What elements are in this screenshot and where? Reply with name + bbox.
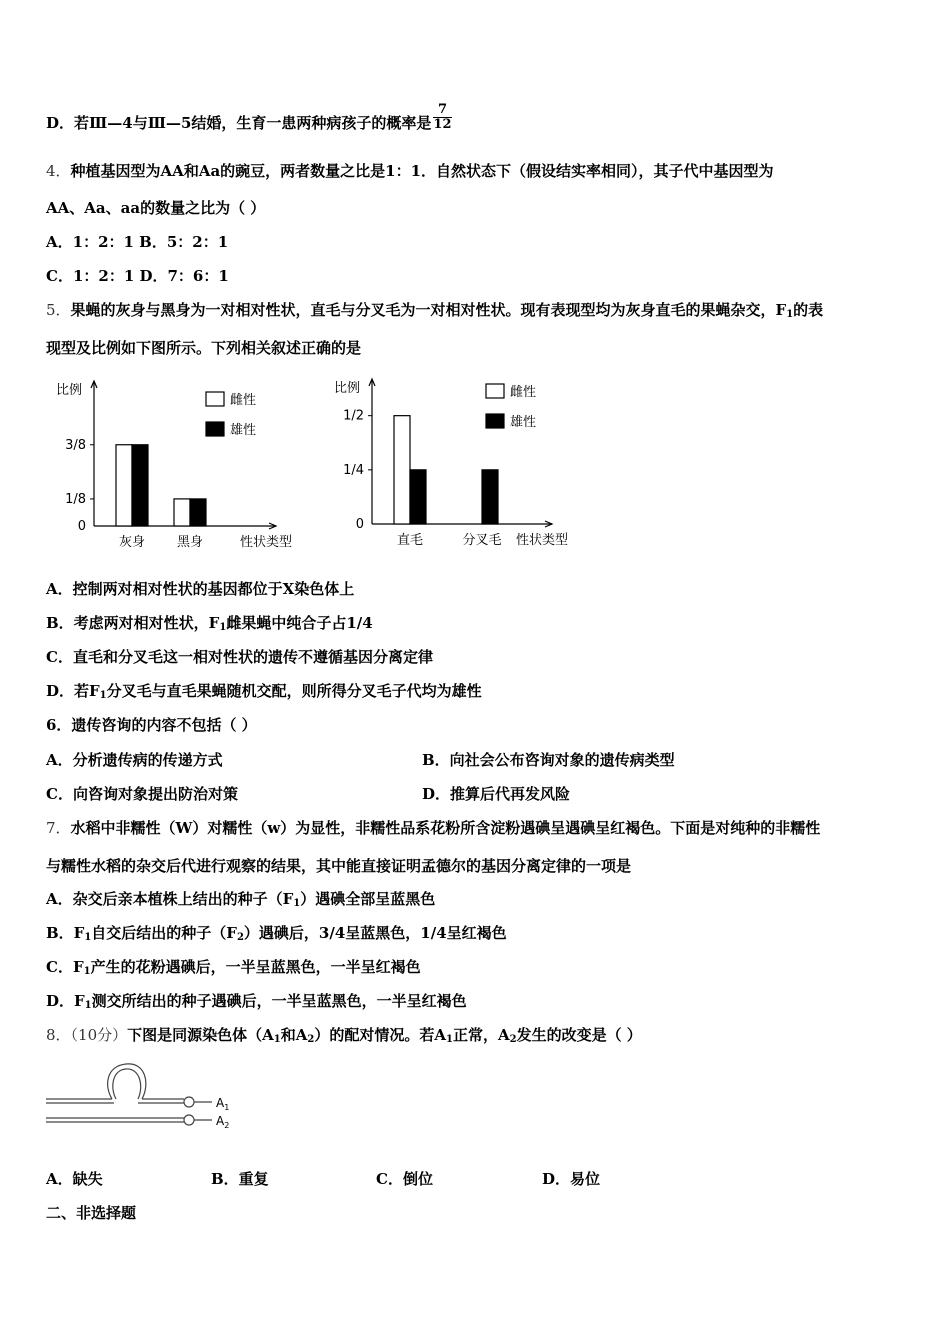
q7-option-d-a: D．F xyxy=(46,992,85,1010)
q8-option-c: C．倒位 xyxy=(376,1170,433,1188)
q6-option-d: D．推算后代再发风险 xyxy=(422,785,571,803)
q7-option-c-sub: 1 xyxy=(83,966,91,977)
q7-option-a xyxy=(46,889,435,914)
q8-option-a: A．缺失 xyxy=(46,1170,103,1188)
q5-stem-line2: 现型及比例如下图所示。下列相关叙述正确的是 xyxy=(46,339,362,357)
q4-options-cd: C．1：2：1 D．7：6：1 xyxy=(46,267,229,285)
q5-option-c: C．直毛和分叉毛这一相对性状的遗传不遵循基因分离定律 xyxy=(46,648,433,666)
q7-option-d-b: 测交所结出的种子遇碘后，一半呈蓝黑色，一半呈红褐色 xyxy=(91,992,467,1010)
q8-stem-a: 下图是同源染色体（A xyxy=(127,1026,274,1044)
q7-option-b-b: 自交后结出的种子（F xyxy=(91,924,237,942)
q8-stem xyxy=(46,1025,642,1050)
q5-sub: 1 xyxy=(786,309,794,320)
q8-stem-e: 发生的改变是（ ） xyxy=(516,1026,642,1044)
legend-label-雌性: 雌性 xyxy=(510,385,537,400)
q7-option-b xyxy=(46,923,507,948)
q8-stem-b: 和A xyxy=(280,1026,308,1044)
q5-option-d-a: D．若F xyxy=(46,682,100,700)
q4-options-ab: A．1：2：1 B．5：2：1 xyxy=(46,233,229,251)
q5-option-d-sub: 1 xyxy=(99,690,107,701)
q7-option-c-a: C．F xyxy=(46,958,84,976)
q7-option-a-sub: 1 xyxy=(293,898,301,909)
q7-option-b-sub2: 2 xyxy=(236,932,244,943)
legend-swatch-雄性 xyxy=(486,414,504,428)
q5-stem-text1a: 果蝇的灰身与黑身为一对相对性状，直毛与分叉毛为一对相对性状。现有表现型均为灰身直毛的果蝇杂交，F xyxy=(70,301,787,319)
q5-option-b xyxy=(46,613,373,638)
q7-option-c-b: 产生的花粉遇碘后，一半呈蓝黑色，一半呈红褐色 xyxy=(90,958,421,976)
q5-stem-text1b: 的表 xyxy=(793,301,824,319)
q5-option-d xyxy=(46,681,482,706)
q8-option-d: D．易位 xyxy=(542,1170,601,1188)
q4-number: 4． xyxy=(46,162,71,180)
fraction-7-12 xyxy=(433,103,451,132)
q5-option-a: A．控制两对相对性状的基因都位于X染色体上 xyxy=(46,580,355,598)
q7-number: 7． xyxy=(46,819,71,837)
y-tick-label: 1/4 xyxy=(343,462,364,478)
legend-label-雄性: 雄性 xyxy=(510,415,537,430)
bar-黑身-雄性 xyxy=(190,499,206,526)
legend-swatch-雄性 xyxy=(206,422,224,436)
chart-bristle-type xyxy=(328,368,588,558)
fraction-numerator: 7 xyxy=(433,103,451,118)
fraction-denominator: 12 xyxy=(433,116,452,132)
a2-centromere xyxy=(184,1115,194,1125)
y-axis-label: 比例 xyxy=(56,383,83,398)
x-category-label: 灰身 xyxy=(118,535,146,550)
q6-options-row2 xyxy=(46,784,571,804)
y-tick-label: 0 xyxy=(355,517,364,532)
section-title-non-choice: 二、非选择题 xyxy=(46,1204,137,1222)
bar-直毛-雌性 xyxy=(394,416,410,524)
bar-直毛-雄性 xyxy=(410,470,426,524)
q8-sub2: 2 xyxy=(307,1034,315,1045)
q7-stem-text1: 水稻中非糯性（W）对糯性（w）为显性，非糯性品系花粉所含淀粉遇碘呈遇碘呈红褐色。下面是对纯种的非糯性 xyxy=(70,819,821,837)
q6-option-b: B．向社会公布咨询对象的遗传病类型 xyxy=(422,751,675,769)
bar-灰身-雄性 xyxy=(132,445,148,526)
x-category-label: 分叉毛 xyxy=(462,533,502,548)
q6-option-a: A．分析遗传病的传递方式 xyxy=(46,751,223,769)
bar-分叉毛-雄性 xyxy=(482,470,498,524)
bar-灰身-雌性 xyxy=(116,445,132,526)
x-category-label: 直毛 xyxy=(396,533,424,548)
x-axis-label: 性状类型 xyxy=(239,535,293,550)
q7-option-b-c: ）遇碘后，3/4呈蓝黑色，1/4呈红褐色 xyxy=(243,924,507,942)
q5-option-b-b: 雌果蝇中纯合子占1/4 xyxy=(226,614,373,632)
legend-label-雄性: 雄性 xyxy=(230,423,257,438)
a1-centromere xyxy=(184,1097,194,1107)
q3-option-d-text: D．若Ⅲ—4与Ⅲ—5结婚，生育一患两种病孩子的概率是 xyxy=(46,114,432,132)
q8-stem-c: ）的配对情况。若A xyxy=(314,1026,446,1044)
q4-stem-line1 xyxy=(46,161,774,181)
q7-option-a-b: ）遇碘全部呈蓝黑色 xyxy=(300,890,436,908)
q7-option-d xyxy=(46,991,467,1016)
chromosome-pairing-diagram xyxy=(46,1058,246,1138)
legend-label-雌性: 雌性 xyxy=(230,393,257,408)
q6-option-c: C．向咨询对象提出防治对策 xyxy=(46,785,238,803)
q7-option-d-sub: 1 xyxy=(84,1000,92,1011)
q5-stem-line1 xyxy=(46,300,823,325)
y-tick-label: 1/8 xyxy=(65,491,86,507)
a1-loop-inner xyxy=(113,1069,141,1099)
q5-option-d-b: 分叉毛与直毛果蝇随机交配，则所得分叉毛子代均为雄性 xyxy=(106,682,482,700)
q8-score: （10分） xyxy=(70,1026,128,1044)
y-axis-label: 比例 xyxy=(334,381,361,396)
q4-stem-text1: 种植基因型为AA和Aa的豌豆，两者数量之比是1：1．自然状态下（假设结实率相同），其子代中基因型为 xyxy=(70,162,774,180)
label-a2: $A_2$ xyxy=(216,1114,230,1130)
q8-sub1: 1 xyxy=(273,1034,281,1045)
q5-number: 5． xyxy=(46,301,71,319)
q7-option-b-sub: 1 xyxy=(84,932,92,943)
q8-sub3: 1 xyxy=(446,1034,453,1045)
legend-swatch-雌性 xyxy=(486,384,504,398)
q7-stem-line2: 与糯性水稻的杂交后代进行观察的结果，其中能直接证明孟德尔的基因分离定律的一项是 xyxy=(46,857,632,875)
q7-option-b-a: B．F xyxy=(46,924,85,942)
y-tick-label: 1/2 xyxy=(343,408,364,424)
x-axis-label: 性状类型 xyxy=(515,533,569,548)
q3-option-d xyxy=(46,101,452,133)
q5-option-b-sub: 1 xyxy=(219,622,227,633)
q7-option-c xyxy=(46,957,421,982)
legend-swatch-雌性 xyxy=(206,392,224,406)
label-a1: $A_1$ xyxy=(216,1096,230,1112)
q5-option-b-a: B．考虑两对相对性状，F xyxy=(46,614,220,632)
q8-number: 8． xyxy=(46,1026,71,1044)
q8-option-b: B．重复 xyxy=(211,1170,269,1188)
chart-body-color xyxy=(46,368,296,558)
y-tick-label: 0 xyxy=(77,519,86,534)
q7-stem-line1 xyxy=(46,818,820,838)
q6-stem: 6．遗传咨询的内容不包括（ ） xyxy=(46,716,257,734)
bar-黑身-雌性 xyxy=(174,499,190,526)
q7-option-a-a: A．杂交后亲本植株上结出的种子（F xyxy=(46,890,294,908)
q8-sub4: 2 xyxy=(509,1034,517,1045)
q8-options xyxy=(46,1169,601,1189)
q6-options-row1 xyxy=(46,750,675,770)
q4-stem-line2: AA、Aa、aa的数量之比为（ ） xyxy=(46,199,266,217)
y-tick-label: 3/8 xyxy=(65,437,86,453)
x-category-label: 黑身 xyxy=(176,535,204,550)
q8-stem-d: 正常，A xyxy=(452,1026,510,1044)
